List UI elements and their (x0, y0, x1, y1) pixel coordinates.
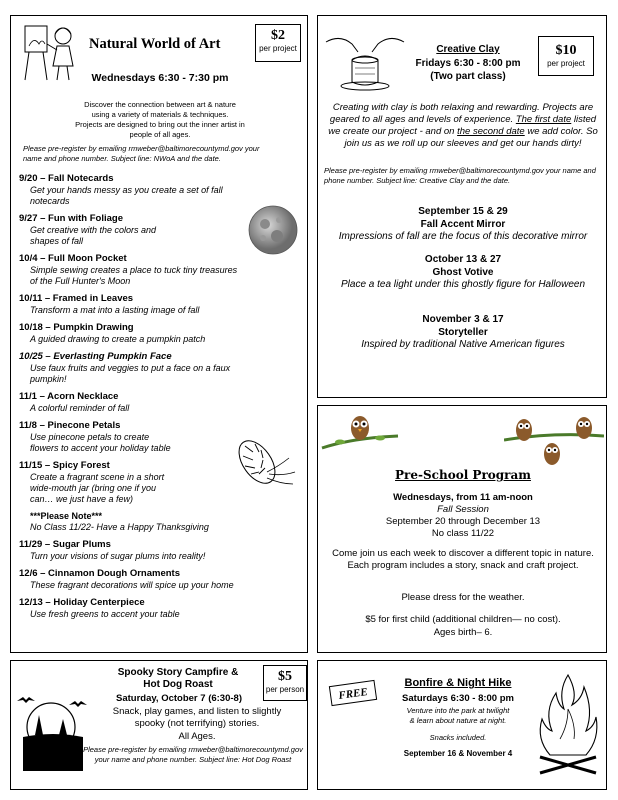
schedule-title: 9/20 – Fall Notecards (19, 173, 114, 184)
campfire-icon (534, 669, 602, 779)
schedule-desc: A guided drawing to create a pumpkin patch (30, 334, 206, 344)
spooky-desc: Snack, play games, and listen to slightly spooky (not terrifying) stories. (112, 706, 282, 729)
art-register-line: name and phone number. Subject line: NWoA and the date. (23, 153, 221, 163)
schedule-desc: notecards (30, 196, 70, 206)
schedule-desc: These fragrant decorations will spice up your home (30, 580, 234, 590)
art-desc-line: people of all ages. (129, 130, 191, 139)
schedule-item (19, 322, 299, 345)
preschool-time: Wednesdays, from 11 am-noon (393, 492, 533, 503)
clay-price-unit: per project (547, 59, 585, 68)
clay-desc-text: listed we create our project - and on (328, 114, 597, 137)
preschool-panel (317, 405, 607, 653)
art-desc-line: using a variety of materials & techniques. (91, 110, 229, 119)
clay-session (318, 314, 608, 352)
schedule-desc: Use faux fruits and veggies to put a face on a faux (30, 363, 231, 373)
clay-desc-underline: The first date (515, 114, 572, 125)
schedule-item (19, 173, 299, 207)
art-desc-line: Projects are designed to bring out the inner artist in (75, 120, 245, 129)
bonfire-panel (317, 660, 607, 790)
schedule-note (19, 511, 299, 533)
schedule-item (19, 568, 299, 591)
schedule-desc: pumpkin! (30, 374, 67, 384)
session-desc: Impressions of fall are the focus of this decorative mirror (338, 231, 588, 242)
spooky-register: Please pre-register by emailing rmweber@baltimorecountymd.gov your name and phone number. Subject line: Hot Dog Roast (83, 745, 303, 764)
schedule-item (19, 391, 299, 414)
bonfire-desc (378, 706, 538, 726)
schedule-title: 10/4 – Full Moon Pocket (19, 253, 127, 264)
preschool-dates: September 20 through December 13 (385, 516, 541, 527)
clay-desc-text: we add color. So join us as we roll up our sleeves and get our hands dirty! (344, 126, 598, 149)
spooky-title (97, 667, 259, 691)
bonfire-snacks: Snacks included. (429, 733, 487, 742)
clay-desc-underline: the second date (457, 126, 525, 137)
schedule-title: 10/11 – Framed in Leaves (19, 293, 134, 304)
full-moon-icon (247, 204, 299, 256)
session-dates: October 13 & 27 (424, 254, 502, 265)
session-name: Fall Accent Mirror (420, 218, 506, 230)
schedule-desc: wide-mouth jar (bring one if you (30, 483, 157, 493)
clay-subtime: (Two part class) (430, 71, 506, 82)
session-name: Ghost Votive (432, 266, 494, 278)
schedule-item (19, 539, 299, 562)
schedule-title: 11/29 – Sugar Plums (19, 539, 111, 550)
clay-time: Fridays 6:30 - 8:00 pm (415, 58, 521, 69)
schedule-title: 11/15 – Spicy Forest (19, 460, 110, 471)
clay-register: Please pre-register by emailing rmweber@baltimorecountymd.gov your name and phone number. Subject line: Creative Clay and the date. (324, 166, 596, 185)
schedule-title: 10/18 – Pumpkin Drawing (19, 322, 134, 333)
schedule-desc: Use pinecone petals to create (30, 432, 150, 442)
art-time: Wednesdays 6:30 - 7:30 pm (91, 72, 229, 84)
schedule-title: 10/25 – Everlasting Pumpkin Face (19, 351, 172, 362)
clay-panel (317, 15, 607, 398)
clay-price-box (538, 36, 594, 76)
schedule-note-title: ***Please Note*** (30, 511, 103, 521)
schedule-note-text: No Class 11/22- Have a Happy Thanksgiving (30, 522, 209, 532)
spooky-title-line: Spooky Story Campfire & (117, 667, 239, 678)
schedule-desc: flowers to accent your holiday table (30, 443, 171, 453)
session-desc: Place a tea light under this ghostly figure for Halloween (340, 279, 586, 290)
clay-title: Creative Clay (436, 44, 500, 55)
spooky-price-unit: per person (265, 685, 305, 694)
schedule-desc: A colorful reminder of fall (30, 403, 130, 413)
art-desc-line: Discover the connection between art & nature (84, 100, 236, 109)
art-price: $2 (271, 28, 285, 43)
schedule-item (19, 293, 299, 316)
bonfire-dates: September 16 & November 4 (403, 749, 513, 758)
bonfire-desc-line: Venture into the park at twilight (406, 706, 510, 715)
art-price-box (255, 24, 301, 62)
bonfire-title: Bonfire & Night Hike (404, 677, 512, 689)
schedule-desc: Use fresh greens to accent your table (30, 609, 180, 619)
schedule-desc: of the Full Hunter's Moon (30, 276, 131, 286)
owl-branch-icon (320, 408, 400, 456)
schedule-desc: Get creative with the colors and (30, 225, 157, 235)
clay-description (324, 102, 602, 150)
schedule-desc: Get your hands messy as you create a set of fall (30, 185, 223, 195)
session-dates: September 15 & 29 (418, 206, 508, 217)
clay-session (318, 206, 608, 244)
schedule-desc: shapes of fall (30, 236, 84, 246)
schedule-title: 9/27 – Fun with Foliage (19, 213, 123, 224)
spooky-title-line: Hot Dog Roast (143, 679, 213, 690)
spooky-price: $5 (278, 669, 292, 684)
schedule-desc: Transform a mat into a lasting image of fall (30, 305, 200, 315)
preschool-title: Pre-School Program (395, 468, 531, 482)
art-register-line: Please pre-register by emailing rmweber@baltimorecountymd.gov your (23, 144, 260, 153)
art-panel (10, 15, 308, 653)
schedule-title: 11/8 – Pinecone Petals (19, 420, 121, 431)
schedule-item (19, 597, 299, 620)
bonfire-time: Saturdays 6:30 - 8:00 pm (402, 693, 514, 704)
clay-hands-icon (322, 22, 408, 94)
preschool-session: Fall Session (437, 504, 489, 515)
schedule-desc: Turn your visions of sugar plums into reality! (30, 551, 206, 561)
schedule-desc: can… we just have a few) (30, 494, 134, 504)
free-badge-label: FREE (337, 686, 369, 702)
art-register (23, 144, 305, 163)
bonfire-desc-line: & learn about nature at night. (409, 716, 507, 725)
preschool-noclass: No class 11/22 (431, 528, 495, 539)
schedule-desc: Create a fragrant scene in a short (30, 472, 165, 482)
session-desc: Inspired by traditional Native American figures (361, 339, 565, 350)
clay-session (338, 254, 588, 292)
preschool-desc: Come join us each week to discover a different topic in nature. Each program includes a story, snack and craft project. (332, 548, 594, 571)
owl-family-icon (504, 410, 604, 470)
preschool-fee: $5 for first child (additional children— no cost). (365, 614, 561, 625)
clay-price: $10 (555, 43, 577, 58)
spooky-date: Saturday, October 7 (6:30-8) (115, 693, 242, 704)
session-dates: November 3 & 17 (422, 314, 504, 325)
preschool-info (318, 492, 608, 540)
pinecone-icon (227, 426, 299, 498)
art-price-unit: per project (259, 44, 297, 53)
preschool-ages: Ages birth– 6. (433, 627, 493, 638)
schedule-desc: Simple sewing creates a place to tuck tiny treasures (30, 265, 238, 275)
session-name: Storyteller (438, 326, 488, 338)
clay-desc-text: Creating with clay is both relaxing and rewarding. Projects are geared to all ages and levels of experience. (329, 102, 594, 125)
schedule-title: 12/13 – Holiday Centerpiece (19, 597, 145, 608)
spooky-ages: All Ages. (178, 731, 216, 742)
schedule-title: 11/1 – Acorn Necklace (19, 391, 119, 402)
schedule-item (19, 351, 299, 385)
art-description (11, 100, 309, 140)
free-badge (329, 680, 377, 706)
schedule-title: 12/6 – Cinnamon Dough Ornaments (19, 568, 180, 579)
spooky-panel (10, 660, 308, 790)
preschool-dress: Please dress for the weather. (401, 592, 525, 603)
spooky-price-box (263, 665, 307, 701)
schedule-item (19, 253, 299, 287)
art-title: Natural World of Art (89, 36, 221, 52)
